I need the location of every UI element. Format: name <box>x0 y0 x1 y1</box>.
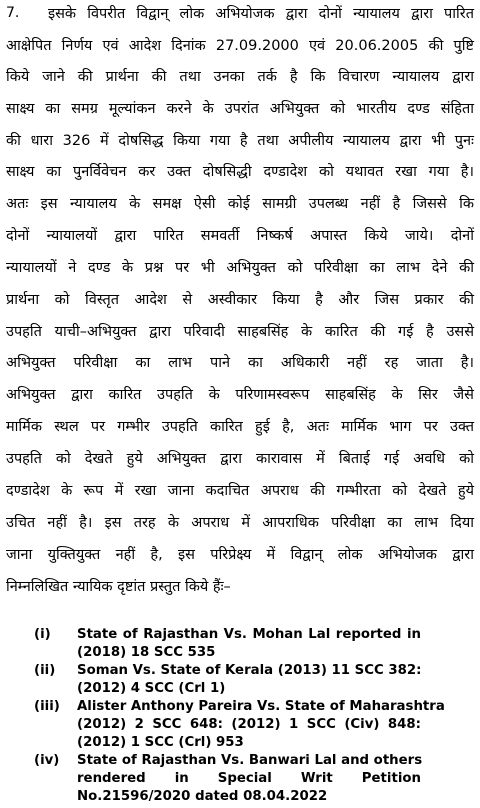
paragraph-line: इसके विपरीत विद्वान् लोक अभियोजक द्वारा दोनों न्यायालय द्वारा पारित <box>48 6 474 22</box>
paragraph-line: अभियुक्त द्वारा कारित उपहति के परिणामस्वरूप साहबसिंह के सिर जैसे <box>6 387 474 403</box>
citation-text <box>77 752 421 806</box>
paragraph-line: उपहति याची–अभियुक्त द्वारा परिवादी साहबसिंह के कारित की गई है उससे <box>6 324 474 340</box>
citation-line: No.21596/2020 dated 08.04.2022 <box>77 789 328 804</box>
citation-line: (2012) 1 SCC (Crl) 953 <box>77 735 244 750</box>
paragraph-line: जाना युक्तियुक्त नहीं है, इस परिप्रेक्ष्य में विद्वान् लोक अभियोजक द्वारा <box>6 547 474 563</box>
paragraph-line: आक्षेपित निर्णय एवं आदेश दिनांक 27.09.2000 एवं 20.06.2005 की पुष्टि <box>6 38 474 54</box>
paragraph-line: अतः इस न्यायालय के समक्ष ऐसी कोई सामग्री उपलब्ध नहीं है जिससे कि <box>6 196 474 212</box>
citation-line: (2012) 2 SCC 648: (2012) 1 SCC (Civ) 848: <box>77 717 421 732</box>
citation-number: (iv) <box>34 753 60 768</box>
citation-line: rendered in Special Writ Petition <box>77 771 421 786</box>
paragraph-line: उपहति को देखते हुये अभियुक्त द्वारा कारावास में बिताई गई अवधि को <box>6 451 474 467</box>
paragraph-line: दोनों न्यायालयों द्वारा पारित समवर्ती निष्कर्ष अपास्त किये जाये। दोनों <box>6 228 474 244</box>
paragraph-line: साक्ष्य का पुनर्विवेचन कर उक्त दोषसिद्धी दण्डादेश को यथावत रखा गया है। <box>6 164 474 180</box>
citation-line: (2018) 18 SCC 535 <box>77 645 216 660</box>
paragraph-number: 7. <box>6 5 20 21</box>
citation-number: (ii) <box>34 663 56 678</box>
paragraph-line: न्यायालयों ने दण्ड के प्रश्न पर भी अभियुक्त को परिवीक्षा का लाभ देने की <box>6 260 474 276</box>
paragraph-line: की धारा 326 में दोषसिद्ध किया गया है तथा अपीलीय न्यायालय द्वारा भी पुनः <box>6 133 474 149</box>
citation-number: (iii) <box>34 699 60 714</box>
citation-line: (2012) 4 SCC (Crl 1) <box>77 681 226 696</box>
citation-line: State of Rajasthan Vs. Banwari Lal and others <box>77 753 423 768</box>
paragraph-line: प्रार्थना को विस्तृत आदेश से अस्वीकार किया है और जिस प्रकार की <box>6 292 474 308</box>
citation-text <box>77 662 421 698</box>
paragraph-line: मार्मिक स्थल पर गम्भीर उपहति कारित हुई है, अतः मार्मिक भाग पर उक्त <box>6 419 474 435</box>
paragraph-line: उचित नहीं है। इस तरह के अपराध में आपराधिक परिवीक्षा का लाभ दिया <box>6 515 474 531</box>
citation-text <box>77 698 445 752</box>
paragraph-line: किये जाने की प्रार्थना की तथा उनका तर्क है कि विचारण न्यायालय द्वारा <box>6 69 474 85</box>
paragraph-line: साक्ष्य का समग्र मूल्यांकन करने के उपरांत अभियुक्त को भारतीय दण्ड संहिता <box>6 101 474 117</box>
citation-line: Soman Vs. State of Kerala (2013) 11 SCC 382: <box>77 663 422 678</box>
citation-line: Alister Anthony Pareira Vs. State of Maharashtra <box>77 699 445 714</box>
paragraph-line: निम्नलिखित न्यायिक दृष्टांत प्रस्तुत किये हैंः– <box>6 579 231 595</box>
paragraph-line: दण्डादेश के रूप में रखा जाना कदाचित अपराध की गम्भीरता को देखते हुये <box>6 483 474 499</box>
citation-line: State of Rajasthan Vs. Mohan Lal reported in <box>77 627 421 642</box>
citation-number: (i) <box>34 627 51 642</box>
paragraph-line: अभियुक्त परिवीक्षा का लाभ पाने का अधिकारी नहीं रह जाता है। <box>6 355 474 371</box>
citation-text <box>77 626 421 662</box>
